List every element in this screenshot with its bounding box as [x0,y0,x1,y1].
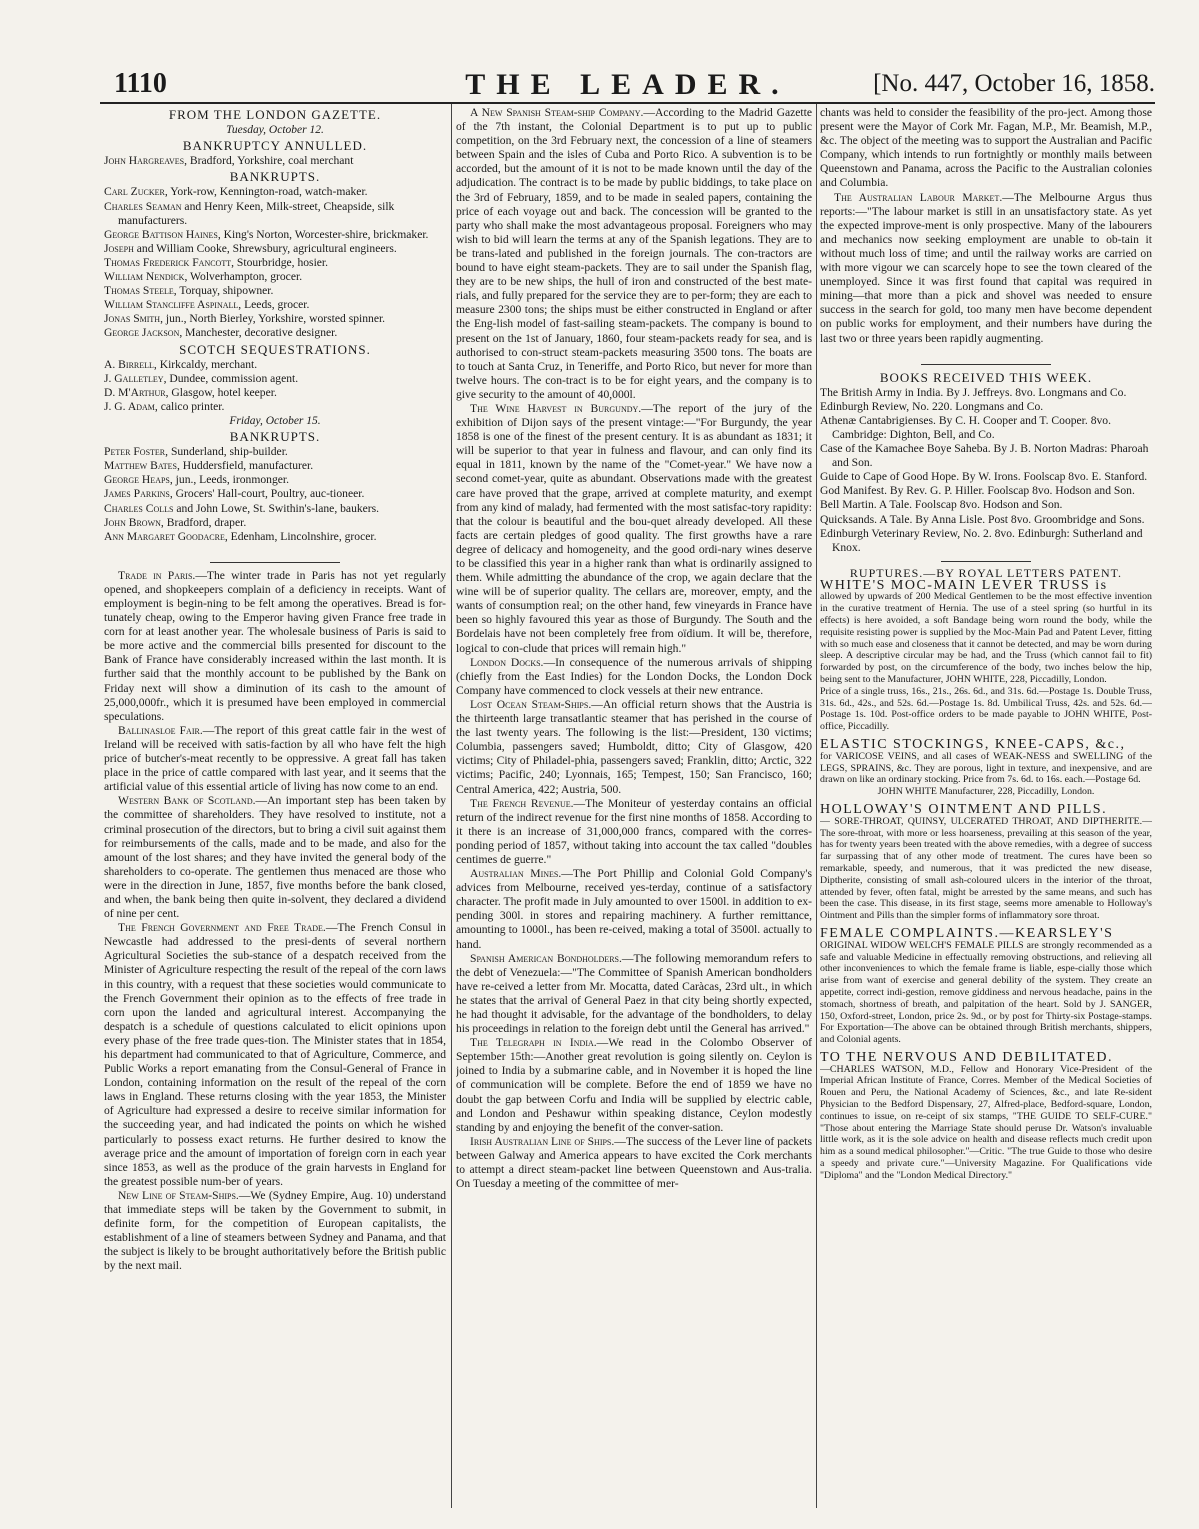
paragraph-text: —The Melbourne Argus thus reports:—"The labour market is still in an unsatisfactory state. As yet the expected improve-ment is only prospective. Many of the labourers and mechanics now seeking employment are unable to ob-tain it without much loss of time; and until the railway works are carried on with more vigour we can scarcely hope to see the town cleared of the unemployed. Since it was first found that capital was required in mining—that more than a pick and shovel was needed to ensure success in the search for gold, too many men have become dependent on public works for employment, and their numbers have during the last two or three years been rapidly augmenting. [820,190,1152,345]
book-list [820,386,1152,555]
news-paragraph [456,106,812,402]
gazette-entry [104,326,446,340]
column-divider [451,104,452,1508]
book-entry: Guide to Cape of Good Hope. By W. Irons. Foolscap 8vo. E. Stanford. [820,470,1148,484]
news-paragraph [104,569,446,724]
entry-name: George Battison Haines [104,227,218,241]
paragraph-lead: Lost Ocean Steam-Ships. [470,697,592,711]
ad-body: — SORE-THROAT, QUINSY, ULCERATED THROAT, AND DIPTHERITE.—The sore-throat, with more or less hoarseness, prevailing at this season of the year, has for twenty years been treated with the above remedies, with a degree of success far surpassing that of any other mode of treatment. The cures have been so remarkable, speedy, and numerous, that it was predicted the new disease, Diptherite, consisting of small ash-coloured ulcers in the interior of the throat, attended by fever, often fatal, might be arrested by the same means, and such has been the case. This disease, in its first stage, seems more amenable to Holloway's Ointment and Pills than the simpler forms of inflammatory sore throat. [820,815,1152,922]
ad-title: HOLLOWAY'S OINTMENT AND PILLS. [820,801,1108,817]
masthead [100,68,1155,104]
gazette-entry [104,298,446,312]
paragraph-text: —In consequence of the numerous arrivals of shipping (chiefly from the East Indies) for the London Docks, the London Dock Company have commenced to clock vessels at their new entrance. [456,655,812,697]
ad-title: WHITE'S MOC-MAIN LEVER TRUSS is [820,577,1108,593]
paragraph-text: —An official return shows that the Austria is the thirteenth large transatlantic steamer that has perished in the course of the last twenty years. The following is the list:—President, 130 victims; Columbia, passengers saved; Humboldt, ditto; City of Glasgow, 420 victims; City of Philadel-phia, passengers saved; Franklin, ditto; Arctic, 322 victims; Pacific, 240; Lyonnais, 165; Tempest, 150; San Francisco, 160; Central America, 422; Austria, 500. [456,697,812,796]
books-received [820,371,1152,555]
gazette-entry [104,312,446,326]
news-paragraph [820,191,1152,346]
gazette-entry [104,185,446,199]
news-paragraph [456,1036,812,1135]
gazette-entry [104,242,446,256]
gazette-entry [104,516,446,530]
entry-details: , Bradford, draper. [160,515,247,529]
books-header: BOOKS RECEIVED THIS WEEK. [879,369,1093,385]
news-paragraphs [820,106,1152,346]
section-heading: SCOTCH SEQUESTRATIONS. [179,341,371,357]
entry-details: , Edenham, Lincolnshire, grocer. [224,529,377,543]
news-paragraph [104,1189,446,1274]
entry-details: , York-row, Kennington-road, watch-maker. [164,185,368,199]
page-number: 1110 [114,68,167,99]
bankrupts-list [104,185,446,340]
gazette-entry [104,154,446,168]
paragraph-lead: Ballinasloe Fair. [118,723,203,737]
column-divider [816,104,817,1508]
entry-details: , Bradford, Yorkshire, coal merchant [184,154,354,168]
gazette-entry [104,256,446,270]
entry-name: Jonas Smith [104,312,161,326]
entry-details: , Manchester, decorative designer. [179,326,338,340]
paragraph-text: —The Moniteur of yesterday contains an official return of the indirect revenue for the first nine months of 1858. According to it there is an increase of 31,000,000 francs, compared with the corres-ponding period of 1857, without taking into account the tax called "doubles centimes de guerre." [456,796,812,866]
news-paragraph [456,952,812,1037]
paragraph-lead: The Australian Labour Market. [834,190,1003,204]
entry-details: , jun., Leeds, ironmonger. [169,473,290,487]
gazette-date: Friday, October 15. [229,414,321,427]
annulled-list [104,154,446,168]
entry-name: J. G. Adam [104,399,155,413]
paragraph-text: chants was held to consider the feasibility of the pro-ject. Among those present were the Mayor of Cork Mr. Fagan, M.P., Mr. Beamish, M.P., &c. The object of the meeting was to support the Australian and Pacific Company, which intends to run fortnightly or monthly mails between Queenstown and Panama, across the Pacific to the Australian colonies and Columbia. [820,106,1152,190]
column-left [104,106,446,1511]
entry-name: Thomas Steele [104,284,174,298]
female-complaints-advertisement [820,925,1152,1046]
gazette-date: Tuesday, October 12. [226,124,324,137]
paragraph-lead: Irish Australian Line of Ships. [470,1134,615,1148]
elastic-stockings-advertisement [820,736,1152,798]
ad-body: for VARICOSE VEINS, and all cases of WEAK-NESS and SWELLING of the LEGS, SPRAINS, &c. They are porous, light in texture, and inexpensive, and are drawn on like an ordinary stocking. Price from 7s. 6d. to 16s. each.—Postage 6d. [820,750,1152,786]
entry-details: and Henry Keen, Milk-street, Cheapside, silk manufacturers. [118,199,395,227]
gazette-entry [104,459,446,473]
news-paragraphs [456,106,812,1191]
paragraph-text: —The report of this great cattle fair in the west of Ireland will be received with satis-faction by all who have felt the high price of butcher's-meat recently to be oppressive. A great fall has taken place in the price of cattle compared with last year, and it seems that the artificial value of this essential article of living has now come to an end. [104,723,446,794]
entry-details: , Sunderland, ship-builder. [165,445,288,459]
entry-details: , Stourbridge, hosier. [231,255,329,269]
entry-name: Thomas Frederick Fancott [104,255,232,269]
entry-name: Matthew Bates [104,459,177,473]
entry-details: , Torquay, shipowner. [173,284,274,298]
section-heading: BANKRUPTS. [229,169,321,185]
ad-title: ELASTIC STOCKINGS, KNEE-CAPS, &c., [820,736,1126,752]
paragraph-lead: The Telegraph in India. [470,1036,597,1050]
paragraph-lead: Western Bank of Scotland. [118,794,256,808]
book-entry: Bell Martin. A Tale. Foolscap 8vo. Hodson and Son. [820,498,1063,512]
book-entry: Case of the Kamachee Boye Saheba. By J. B. Norton Madras: Pharoah and Son. [820,442,1149,470]
entry-name: Charles Seaman [104,199,182,213]
holloway-advertisement [820,801,1152,922]
paragraph-text: —The winter trade in Paris has not yet regularly opened, and shopkeepers complain of a deficiency in receipts. Want of employment is begin-ning to be felt among the operatives. Bread is for-tunately cheap, owing to the Emperor having given France free trade in corn for at least another year. The wholesale business of Paris is said to be more active and the commercial bills presented for discount to the Bank of France have considerably increased within the last month. It is further said that the monthly account to be published by the Bank on Friday next will show a diminution of its cash to the amount of 25,000,000fr., which it is presumed have been employed in commercial speculations. [104,568,446,723]
ad-body: ORIGINAL WIDOW WELCH'S FEMALE PILLS are strongly recommended as a safe and valuable Medicine in effectually removing obstructions, and relieving all other inconveniences to which the female frame is liable, espe-cially those which arise from want of exercise and general debility of the system. They create an appetite, correct indi-gestion, remove giddiness and nervous headache, pains in the stomach, shortness of breath, and palpitation of the heart. Sold by J. SANGER, 150, Oxford-street, London, price 2s. 9d., or by post for Thirty-six Postage-stamps. For Exportation—The above can be obtained through British merchants, shippers, and Colonial agents. [820,939,1152,1046]
gazette-entry [104,445,446,459]
paragraph-lead: London Docks. [470,655,544,669]
entry-details: , Huddersfield, manufacturer. [176,459,314,473]
entry-name: James Parkins [104,487,170,501]
gazette-entry [104,228,446,242]
section-heading: BANKRUPTCY ANNULLED. [182,138,368,154]
paragraph-text: —An important step has been taken by the committee of shareholders. They have resolved to institute, not a criminal prosecution of the directors, but to bring a civil suit against them for reimbursements of the calls, made and to be made, and also for the amount of the lost shares; and they have invited the general body of the shareholders to co-operate. The gentlemen thus menaced are those who were in the direction in June, 1857, five months before the bank closed, and when, the bank being then quite in-solvent, they declared a dividend of nine per cent. [104,794,446,921]
entry-name: John Brown [104,515,161,529]
truss-advertisement [820,565,1152,733]
divider [941,561,1031,562]
ad-prices: Price of a single truss, 16s., 21s., 26s. 6d., and 31s. 6d.—Postage 1s. Double Truss, 31s. 6d., 42s., and 52s. 6d.—Postage 1s. 8d. Umbilical Truss, 42s. and 52s. 6d.—Postage 1s. 10d. Post-office orders to be made payable to JOHN WHITE, Post-office, Piccadilly. [820,685,1152,733]
entry-name: Charles Colls [104,501,174,515]
divider [921,364,1051,365]
news-paragraph [820,106,1152,191]
paragraph-text: —The French Consul in Newcastle had addressed to the presi-dents of several northern Agricultural Societies the sub-stance of a despatch received from the Minister of Agriculture respecting the result of the repeal of the corn laws in this country, with a request that these societies would communicate to the French Government their opinion as to the effects of free trade in corn upon the landed and agricultural interest. Accompanying the despatch is a schedule of questions calculated to elicit opinions upon every phase of the free trade ques-tion. The Minister states that in 1854, his department had communicated to that of Agriculture, Commerce, and Public Works a report emanating from the Consul-General of France in London, containing information on the result of the repeal of the corn laws in England. These returns closing with the year 1853, the Minister of Agriculture had expressed a desire to receive similar information for the succeeding year, and had indicated the points on which he wished particularly to possess exact returns. He further desired to know the average price and the amount of importation of foreign corn in each year since 1853, as well as the produce of the grain harvests in England for the greatest possible num-ber of years. [104,921,446,1188]
news-paragraph [456,1135,812,1191]
paragraph-lead: New Line of Steam-Ships. [118,1188,239,1202]
entry-name: William Nendick [104,270,185,284]
paragraph-lead: Spanish American Bondholders. [470,951,622,965]
ad-body: —CHARLES WATSON, M.D., Fellow and Honorary Vice-President of the Imperial African Institute of France, Corres. Member of the Medical Societies of Rouen and Peru, the National Academy of Sciences, &c., and late Re-sident Physician to the Bedford Dispensary, 27, Alfred-place, Bedford-square, London, continues to issue, on re-ceipt of six stamps, "THE GUIDE TO SELF-CURE." "Those about entering the Marriage State should peruse Dr. Watson's invaluable little work, as it is the sole advice on health and disease reflects much credit upon him as a sound medical philosopher."—Critic. "The true Guide to those who desire a speedy and private cure."—University Magazine. For Qualifications vide "Diploma" and the "London Medical Directory." [820,1063,1152,1181]
entry-name: Carl Zucker [104,185,165,199]
column-right [820,106,1152,1511]
paragraph-text: —The following memorandum refers to the debt of Venezuela:—"The Committee of Spanish American bondholders have re-ceived a letter from Mr. Mocatta, dated Caràcas, 23rd ult., in which he states that the arrival of General Paez in that city being shortly expected, he had thought it advisable, for the advantage of the bondholders, to delay his proceedings in relation to the foreign debt until the General has arrived." [456,951,812,1036]
gazette-entry [104,270,446,284]
gazette-entry [104,400,446,414]
ad-heading: RUPTURES.—BY ROYAL LETTERS PATENT. [849,565,1123,580]
paragraph-text: —The report of the jury of the exhibition of Dijon says of the present vintage:—"For Burgundy, the year 1858 is one of the finest of the present century. It is as abundant as 1831; it will be superior to that year in fulness and flavour, and can only find its equal in 1811, known by the name of the "Comet-year." We have now a second comet-year, quite as abundant. Observations made with the greatest care have proved that the grape, arrived at complete maturity, and exempt from any kind of malady, had fermented with the most satisfac-tory rapidity: that the colour is beautiful and the bou-quet already developed. All these facts are certain pledges of good quality. The first growths have a rare degree of delicacy and homogeneity, and the good ordi-nary wines deserve to be classified this year in a higher rank than what is ordinarily assigned to them. While admitting the abundance of the crop, we again declare that the wine will be of superior quality. The cellars are, moreover, empty, and the wants of consumption real; on the other hand, few vineyards in France have been so highly favoured this year as those of Burgundy. The South and the Bordelais have not been completely free from oïdium. It will be, therefore, logical to con-clude that prices will remain high." [456,401,812,655]
news-paragraph [104,724,446,794]
entry-name: George Heaps [104,473,170,487]
paragraph-text: —The success of the Lever line of packets between Galway and America appears to have excited the Cork merchants to attempt a direct steam-packet line between Queenstown and Aus-tralia. On Tuesday a meeting of the committee of mer- [456,1134,812,1191]
ad-signature: JOHN WHITE Manufacturer, 228, Piccadilly, London. [877,786,1095,798]
book-entry: The British Army in India. By J. Jeffreys. 8vo. Longmans and Co. [820,385,1127,399]
gazette-entry [104,200,446,228]
entry-details: , Dundee, commission agent. [163,371,299,385]
gazette-entry [104,372,446,386]
entry-details: , King's Norton, Worcester-shire, brickmaker. [217,227,429,241]
column-middle [456,106,812,1511]
book-entry: Edinburgh Review, No. 220. Longmans and Co. [820,399,1044,413]
paragraph-lead: A New Spanish Steam-ship Company. [470,106,644,119]
entry-name: A. Birrell [104,357,154,371]
gazette-entry [104,502,446,516]
book-entry: Edinburgh Veterinary Review, No. 2. 8vo. Edinburgh: Sutherland and Knox. [820,526,1143,554]
entry-details: , jun., North Bierley, Yorkshire, worsted spinner. [160,312,386,326]
entry-details: , Wolverhampton, grocer. [184,270,303,284]
book-entry: God Manifest. By Rev. G. P. Hiller. Foolscap 8vo. Hodson and Son. [820,484,1135,498]
nervous-debilitated-advertisement [820,1049,1152,1182]
bankrupts-list [104,445,446,544]
paragraph-text: —We read in the Colombo Observer of September 15th:—Another great revolution is going silently on. Ceylon is joined to India by a submarine cable, and in November it is hoped the line of communication will be complete. Before the end of 1859 we have no doubt the gap between Corfu and India will be supplied by electric cable, and London and Peshawur within speaking distance, Ceylon modestly standing by and enjoying the benefit of the conver-sation. [456,1036,812,1134]
news-paragraph [456,867,812,952]
news-paragraph [456,402,812,656]
ad-body: allowed by upwards of 200 Medical Gentlemen to be the most effective invention in the curative treatment of Hernia. The use of a steel spring (so hurtful in its effects) is here avoided, a soft Bandage being worn round the body, while the requisite resisting power is supplied by the Moc-Main Pad and Patent Lever, fitting with so much ease and closeness that it cannot be detected, and may be worn during sleep. A descriptive circular may be had, and the Truss (which cannot fail to fit) forwarded by post, on the circumference of the body, two inches below the hip, being sent to the Manufacturer, JOHN WHITE, 228, Piccadilly, London. [820,591,1152,685]
paragraph-lead: The French Government and Free Trade. [118,921,326,935]
divider [210,562,340,563]
entry-name: William Stancliffe Aspinall [104,298,239,312]
news-paragraphs [104,569,446,1274]
entry-details: and John Lowe, St. Swithin's-lane, baukers. [173,501,380,515]
gazette-entry [104,284,446,298]
news-paragraph [456,656,812,698]
entry-name: John Hargreaves [104,154,185,168]
entry-details: , Kirkcaldy, merchant. [153,357,258,371]
news-paragraph [104,921,446,1189]
gazette-entry [104,487,446,501]
scotch-list [104,358,446,414]
entry-name: Peter Foster [104,445,166,459]
paragraph-lead: Australian Mines. [470,867,562,881]
entry-details: and William Cooke, Shrewsbury, agricultural engineers. [133,241,397,255]
news-paragraph [456,797,812,867]
book-entry: Athenæ Cantabrigienses. By C. H. Cooper and T. Cooper. 8vo. Cambridge: Dighton, Bell, and Co. [820,413,1111,441]
book-entry: Quicksands. A Tale. By Anna Lisle. Post 8vo. Groombridge and Sons. [820,512,1145,526]
gazette-entry [104,473,446,487]
paragraph-text: —The Port Phillip and Colonial Gold Company's advices from Melbourne, received yes-terday, continue of a satisfactory character. The profit made in July amounted to over 1500l. in addition to ex-pending 300l. in stores and repairing machinery. A further remittance, amounting to 1000l., has been re-ceived, making a total of 3500l. actually to hand. [456,867,812,951]
entry-details: , calico printer. [154,399,225,413]
entry-name: Joseph [104,241,134,255]
gazette-entry [104,358,446,372]
entry-name: Ann Margaret Goodacre [104,529,225,543]
ad-title: FEMALE COMPLAINTS.—KEARSLEY'S [820,925,1114,941]
section-heading: BANKRUPTS. [229,429,321,445]
entry-name: J. Galletley [104,371,164,385]
paragraph-text: —According to the Madrid Gazette of the 7th instant, the Colonial Department is to put up to public competition, on the 3rd February next, the concession of a line of steamers between Spain and the isles of Cuba and Porto Rico. A subvention is to be accorded, but the amount of it is not to be made known until the day of the adjudication. The contract is to be made by public biddings, to take place on the 3rd of February, 1859, and to be made in sealed papers, containing the price of each voyage out and back. The concession will be granted to the party who shall make the most advantageous proposal. Foreigners who may wish to bid will learn the terms at any of the Spanish legations. They are to be trans-lated and published in the foreign journals. The con-tractors are bound to have eight steam-packets. They are to sail under the Spanish flag, they are to be new ships, the hull of iron and constructed of the best mate-rials, and fully prepared for the service they are to per-form; they are each to measure 2300 tons; the ships must be either constructed in England or after the Eng-lish model of fast-sailing steam-packets. The company is bound to present on the 1st of January, 1860, four steam-packets ready for sea, and is authorised to con-struct steam-packets measuring 3500 tons. The boats are to touch at Santa Cruz, in Teneriffe, and Porto Rico, but never for more than twelve hours. The con-tract is to be for eight years, and the company is to give security to the amount of 40,000l. [456,106,812,401]
paragraph-lead: The Wine Harvest in Burgundy. [470,401,642,415]
entry-details: , Leeds, grocer. [238,298,310,312]
newspaper-title: THE LEADER. [465,68,790,101]
news-paragraph [104,794,446,921]
gazette-header: FROM THE LONDON GAZETTE. [168,107,382,122]
news-paragraph [456,698,812,797]
entry-details: , Glasgow, hotel keeper. [165,385,277,399]
entry-name: George Jackson [104,326,180,340]
gazette-entry [104,530,446,544]
issue-date: [No. 447, October 16, 1858. [873,70,1155,97]
paragraph-lead: Trade in Paris. [118,568,196,582]
entry-details: , Grocers' Hall-court, Poultry, auc-tioneer. [169,487,365,501]
entry-name: D. M'Arthur [104,385,166,399]
gazette-entry [104,386,446,400]
paragraph-text: —We (Sydney Empire, Aug. 10) understand that immediate steps will be taken by the Government to submit, in definite form, for the competition of European capitalists, the establishment of a line of steamers between Sydney and Panama, and that the subject is likely to be brought authoritatively before the British public by the next mail. [104,1188,446,1273]
paragraph-lead: The French Revenue. [470,796,574,810]
ad-title: TO THE NERVOUS AND DEBILITATED. [820,1049,1114,1065]
